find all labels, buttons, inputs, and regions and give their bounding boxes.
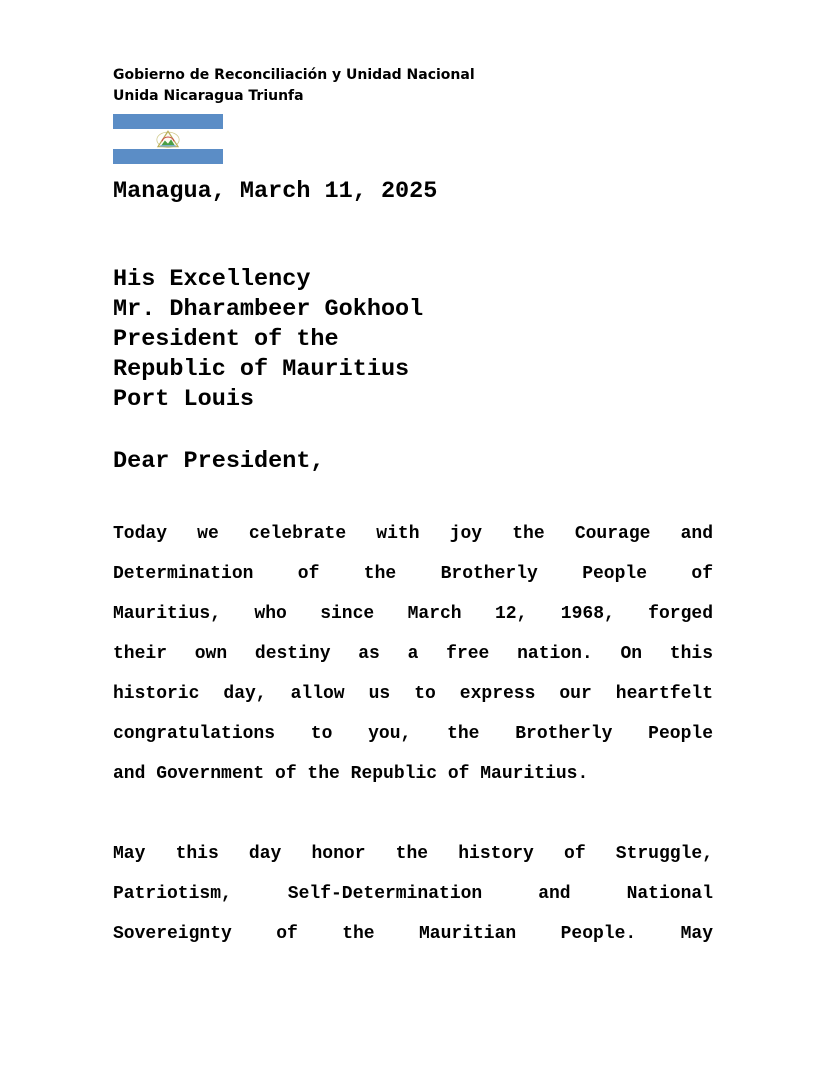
recipient-line: Mr. Dharambeer Gokhool: [113, 296, 424, 323]
letterhead: [113, 65, 713, 107]
body-line: Sovereignty of the Mauritian People. May: [113, 924, 713, 944]
body-line: their own destiny as a free nation. On this: [113, 644, 713, 664]
body-line: May this day honor the history of Struggle,: [113, 844, 713, 864]
recipient-line: Republic of Mauritius: [113, 356, 410, 383]
flag-coat-of-arms-icon: [155, 129, 181, 149]
salutation: Dear President,: [113, 448, 325, 475]
body-line: Determination of the Brotherly People of: [113, 564, 713, 584]
body-line: Today we celebrate with joy the Courage and: [113, 524, 713, 544]
letterhead-line-1: Gobierno de Reconciliación y Unidad Nacional: [113, 67, 475, 83]
flag-stripe-blue-bottom: [113, 149, 223, 164]
recipient-line: His Excellency: [113, 266, 311, 293]
body-line: and Government of the Republic of Mauritius.: [113, 764, 589, 784]
body-line: Patriotism, Self-Determination and National: [113, 884, 713, 904]
date-line: Managua, March 11, 2025: [113, 178, 438, 205]
nicaragua-flag: [113, 114, 223, 164]
letterhead-line-2: Unida Nicaragua Triunfa: [113, 88, 304, 104]
body-paragraph-2: [113, 834, 713, 954]
recipient-block: [113, 265, 713, 415]
recipient-line: Port Louis: [113, 386, 255, 413]
body-line: historic day, allow us to express our heartfelt: [113, 684, 713, 704]
flag-stripe-blue-top: [113, 114, 223, 129]
recipient-line: President of the: [113, 326, 339, 353]
body-line: congratulations to you, the Brotherly People: [113, 724, 713, 744]
body-paragraph-1: [113, 514, 713, 794]
body-line: Mauritius, who since March 12, 1968, forged: [113, 604, 713, 624]
flag-stripe-white: [113, 129, 223, 149]
